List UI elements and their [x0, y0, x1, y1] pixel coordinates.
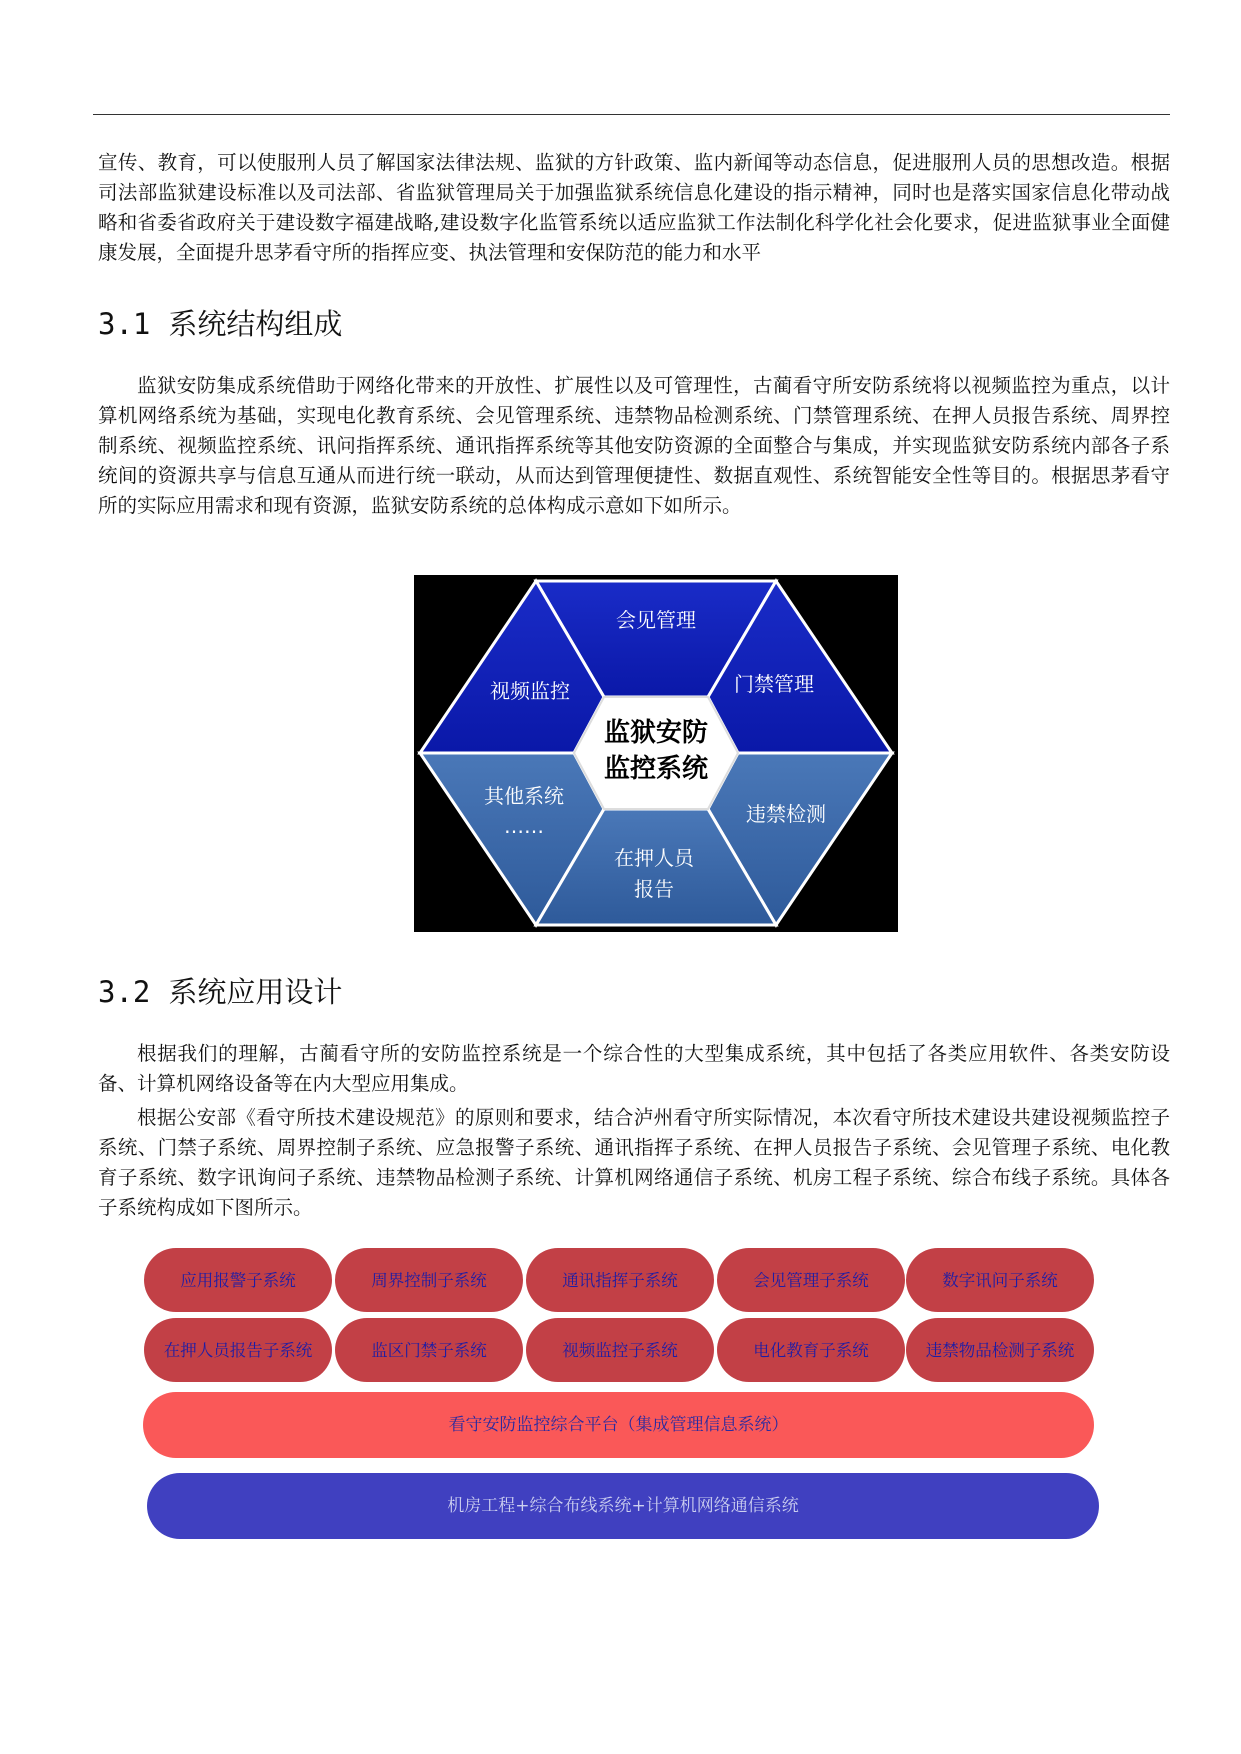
subsystem-box: 违禁物品检测子系统	[906, 1318, 1094, 1382]
hex-structure-diagram	[414, 575, 898, 932]
section-3-2-paragraph-1: 根据我们的理解，古蔺看守所的安防监控系统是一个综合性的大型集成系统，其中包括了各类应用软件、各类安防设备、计算机网络设备等在内大型应用集成。	[98, 1042, 1170, 1095]
header-rule	[93, 114, 1170, 115]
section-title: 系统应用设计	[168, 975, 343, 1009]
hex-label-lower-left-1: 其他系统	[484, 784, 564, 808]
hex-label-upper-right: 门禁管理	[734, 672, 814, 696]
integrated-platform-bar: 看守安防监控综合平台（集成管理信息系统）	[143, 1392, 1094, 1458]
subsystem-box: 应用报警子系统	[144, 1248, 332, 1312]
subsystem-box: 通讯指挥子系统	[526, 1248, 714, 1312]
section-3-1-paragraph: 监狱安防集成系统借助于网络化带来的开放性、扩展性以及可管理性，古蔺看守所安防系统将以视频监控为重点，以计算机网络系统为基础，实现电化教育系统、会见管理系统、违禁物品检测系统、门禁管理系统、在押人员报告系统、周界控制系统、视频监控系统、讯问指挥系统、通讯指挥系统等其他安防资源的全面整合与集成，并实现监狱安防系统内部各子系统间的资源共享与信息互通从而进行统一联动，从而达到管理便捷性、数据直观性、系统智能安全性等目的。根据思茅看守所的实际应用需求和现有资源，监狱安防系统的总体构成示意如下如所示。	[98, 374, 1170, 517]
hex-center-line1: 监狱安防	[603, 718, 709, 748]
hex-center	[574, 697, 738, 809]
section-title: 系统结构组成	[168, 307, 343, 341]
hex-label-bottom-2: 报告	[634, 877, 674, 901]
subsystem-box: 数字讯问子系统	[906, 1248, 1094, 1312]
intro-paragraph: 宣传、教育，可以使服刑人员了解国家法律法规、监狱的方针政策、监内新闻等动态信息，促进服刑人员的思想改造。根据司法部监狱建设标准以及司法部、省监狱管理局关于加强监狱系统信息化建设的指示精神，同时也是落实国家信息化带动战略和省委省政府关于建设数字福建战略,建设数字化监管系统以适应监狱工作法制化科学化社会化要求，促进监狱事业全面健康发展，全面提升思茅看守所的指挥应变、执法管理和安保防范的能力和水平	[98, 151, 1170, 264]
hex-center-line2: 监控系统	[603, 754, 709, 784]
infrastructure-base-bar: 机房工程+综合布线系统+计算机网络通信系统	[147, 1473, 1099, 1539]
section-number: 3.2	[98, 975, 151, 1009]
section-3-2-paragraph-2: 根据公安部《看守所技术建设规范》的原则和要求，结合泸州看守所实际情况，本次看守所技术建设共建设视频监控子系统、门禁子系统、周界控制子系统、应急报警子系统、通讯指挥子系统、在押人员报告子系统、会见管理子系统、电化教育子系统、数字讯询问子系统、违禁物品检测子系统、计算机网络通信子系统、机房工程子系统、综合布线子系统。具体各子系统构成如下图所示。	[98, 1106, 1170, 1219]
subsystem-box: 视频监控子系统	[526, 1318, 714, 1382]
hex-label-lower-right: 违禁检测	[746, 802, 826, 826]
hex-label-upper-left: 视频监控	[490, 679, 570, 703]
subsystem-box: 会见管理子系统	[717, 1248, 905, 1312]
subsystem-box: 在押人员报告子系统	[144, 1318, 332, 1382]
hex-label-top: 会见管理	[616, 608, 696, 632]
section-3-1-heading	[98, 306, 342, 342]
hex-label-bottom-1: 在押人员	[614, 846, 694, 870]
hex-label-lower-left-2: ……	[504, 814, 544, 838]
subsystem-box: 电化教育子系统	[717, 1318, 905, 1382]
section-3-2-heading	[98, 974, 342, 1010]
section-number: 3.1	[98, 307, 151, 341]
subsystem-box: 周界控制子系统	[335, 1248, 523, 1312]
subsystem-box: 监区门禁子系统	[335, 1318, 523, 1382]
